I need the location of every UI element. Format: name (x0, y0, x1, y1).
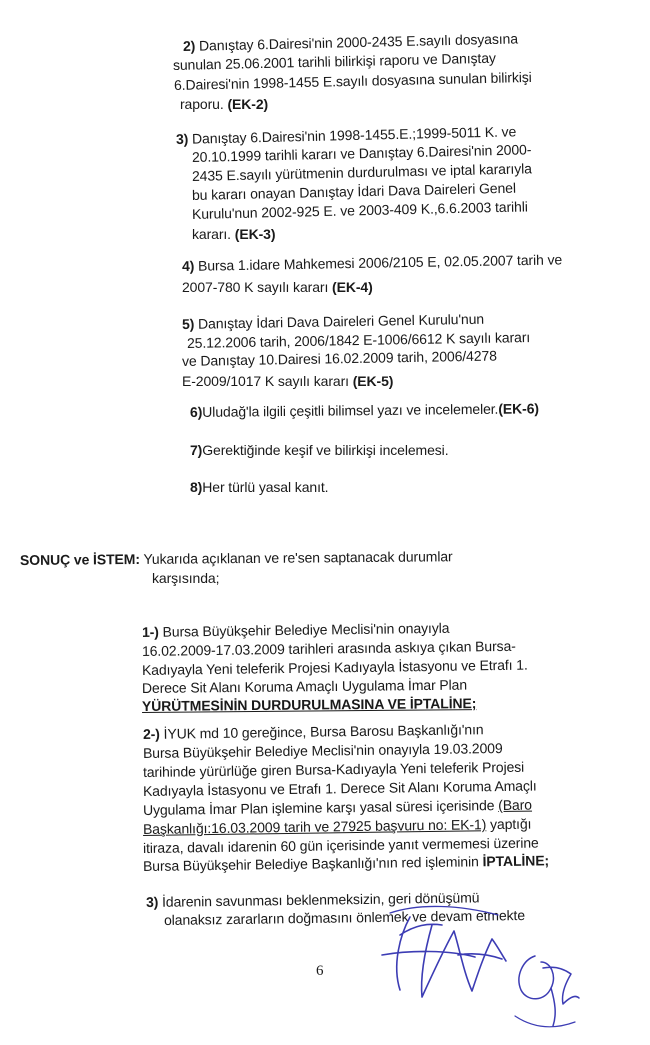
item-number: 2) (182, 37, 196, 54)
annex-reference: (EK-5) (352, 373, 394, 389)
evidence-item-6 (190, 400, 539, 421)
item-text: sunulan 25.06.2001 tarihli bilirkişi raporu ve Danıştay (172, 49, 496, 73)
request-number: 2-) (142, 725, 160, 742)
page-number: 6 (316, 963, 324, 979)
item-text: 25.12.2006 tarih, 2006/1842 E-1006/6612 K sayılı kararı (186, 329, 531, 351)
annex-reference: Başkanlığı:16.03.2009 tarih ve 27925 başvuru no: EK-1) (142, 816, 487, 837)
request-number: 1-) (141, 623, 159, 640)
item-number: 3) (175, 130, 189, 147)
evidence-item-8 (190, 479, 328, 496)
item-text: Danıştay İdari Dava Daireleri Genel Kurulu'nun (197, 310, 485, 332)
item-text: 2435 E.sayılı yürütmenin durdurulması ve iptal kararıyla (191, 160, 532, 184)
item-text: Danıştay 6.Dairesi'nin 1998-1455.E.;1999-5011 K. ve (191, 123, 517, 147)
item-number: 4) (181, 257, 195, 274)
item-text: 6.Dairesi'nin 1998-1455 E.sayılı dosyasına sunulan bilirkişi (173, 68, 532, 93)
item-text: 2007-780 K sayılı kararı (182, 279, 329, 295)
request-text: tarihinde yürürlüğe giren Bursa-Kadıyayla Yeni teleferik Projesi (142, 758, 525, 780)
request-text: itiraza, davalı idarenin 60 gün içerisinde yanıt vermemesi üzerine (142, 834, 539, 856)
annex-reference: (EK-6) (498, 400, 539, 417)
evidence-item-7 (190, 442, 449, 459)
item-text: raporu. (180, 96, 224, 112)
section-text: Yukarıda açıklanan ve re'sen saptanacak durumlar (143, 548, 453, 567)
annex-reference: (EK-2) (227, 96, 269, 112)
annex-reference: (EK-3) (234, 226, 276, 242)
request-text: Kadıyayla Yeni teleferik Projesi Kadıyayla İstasyonu ve Etrafı 1. (141, 656, 528, 678)
item-number: 5) (181, 315, 195, 332)
item-text: bu kararı onayan Danıştay İdari Dava Daireleri Genel (191, 179, 517, 203)
item-text: E-2009/1017 K sayılı kararı (182, 373, 349, 389)
request-text: Uygulama İmar Plan işlemine karşı yasal süresi içerisinde (142, 797, 495, 818)
request-number: 3) (145, 893, 159, 910)
item-text: Her türlü yasal kanıt. (202, 479, 329, 495)
request-text: İdarenin savunması beklenmeksizin, geri dönüşümü (161, 889, 480, 910)
item-text: Kurulu'nun 2002-925 E. ve 2003-409 K.,6.6.2003 tarihli (191, 198, 528, 222)
signature-2 (505, 938, 585, 1033)
request-text: 16.02.2009-17.03.2009 tarihleri arasında askıya çıkan Bursa- (141, 637, 516, 659)
request-demand: İPTALİNE; (482, 852, 550, 870)
request-text: Bursa Büyükşehir Belediye Meclisi'nin onayıyla 19.03.2009 (142, 739, 503, 761)
request-demand: YÜRÜTMESİNİN DURDURULMASINA VE İPTALİNE; (141, 695, 477, 714)
request-text: Derece Sit Alanı Koruma Amaçlı Uygulama İmar Plan (141, 676, 468, 696)
item-text: Uludağ'la ilgili çeşitli bilimsel yazı ve incelemeler. (202, 400, 499, 420)
item-number: 8) (190, 479, 203, 495)
item-number: 7) (190, 442, 203, 458)
item-text: ve Danıştay 10.Dairesi 16.02.2009 tarih, 2006/4278 (181, 347, 497, 369)
annex-reference: (EK-4) (332, 279, 373, 295)
request-text: İYUK md 10 gereğince, Bursa Barosu Başkanlığı'nın (163, 721, 484, 742)
item-text: Gerektiğinde keşif ve bilirkişi incelemesi. (202, 442, 449, 458)
request-text: yaptığı (489, 815, 532, 833)
request-text: olanaksız zararların doğmasını önlemek ve devam etmekte (163, 906, 526, 928)
item-text: 20.10.1999 tarihli kararı ve Danıştay 6.Dairesi'nin 2000- (191, 141, 532, 165)
signature-1 (370, 895, 520, 1005)
item-number: 6) (189, 403, 203, 420)
request-text: Bursa Büyükşehir Belediye Meclisi'nin onayıyla (162, 619, 450, 640)
section-heading: SONUÇ ve İSTEM: (19, 550, 140, 568)
item-text: kararı. (192, 226, 231, 242)
item-text: Bursa 1.idare Mahkemesi 2006/2105 E, 02.05.2007 tarih ve (197, 251, 563, 274)
annex-reference: (Baro (498, 796, 533, 814)
item-text: Danıştay 6.Dairesi'nin 2000-2435 E.sayılı dosyasına (198, 30, 519, 54)
request-text: Kadıyayla İstasyonu ve Etrafı 1. Derece Sit Alanı Koruma Amaçlı (142, 777, 537, 799)
request-text: Bursa Büyükşehir Belediye Başkanlığı'nın red işleminin (142, 853, 479, 874)
section-text: karşısında; (152, 570, 220, 586)
